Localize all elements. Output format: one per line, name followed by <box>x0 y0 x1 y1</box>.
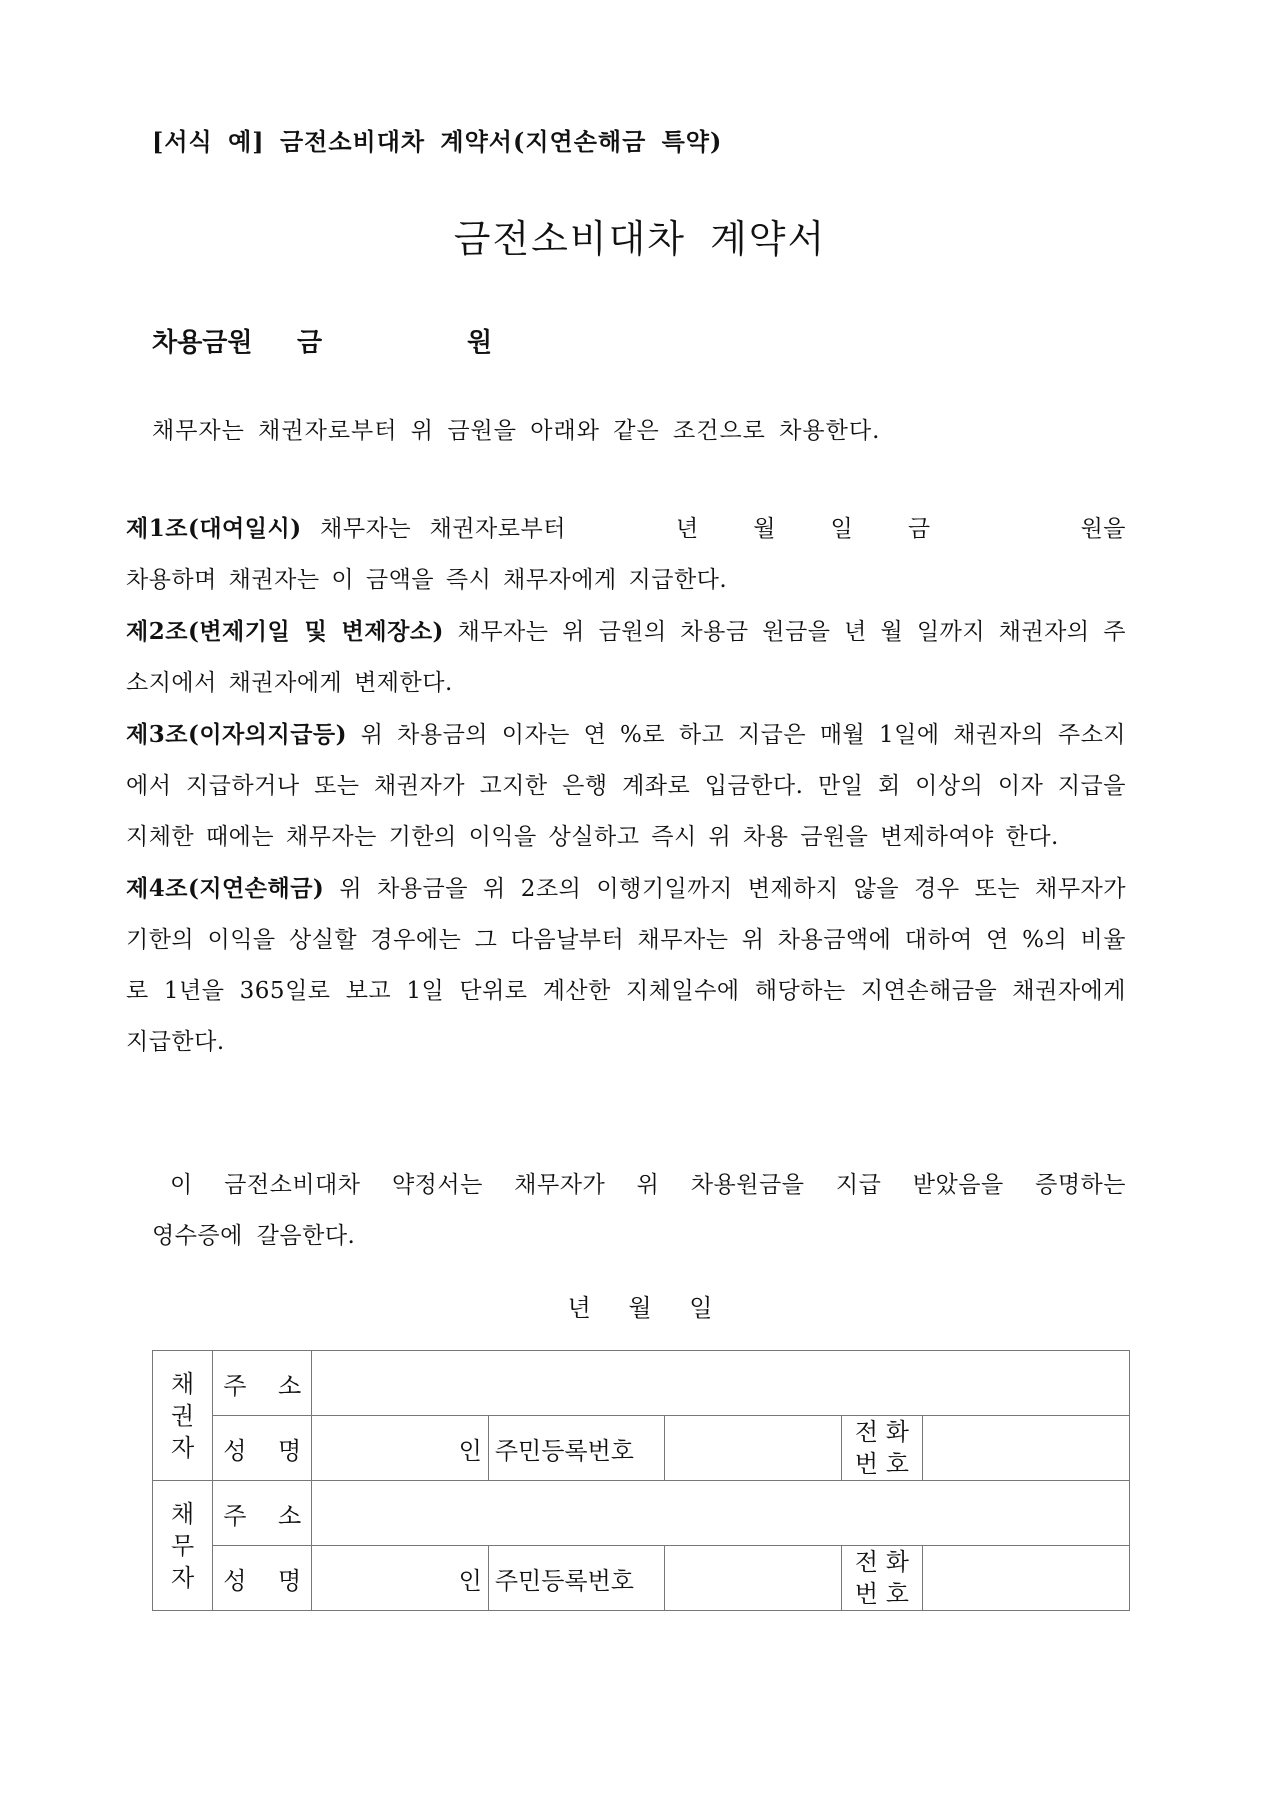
creditor-id-label: 주민등록번호 <box>488 1416 665 1481</box>
party-label-char: 무 <box>171 1531 195 1560</box>
debtor-id-label: 주민등록번호 <box>488 1546 665 1611</box>
table-row <box>153 1416 1130 1481</box>
debtor-name-label: 성 명 <box>213 1546 312 1611</box>
document-title: 금전소비대차 계약서 <box>453 217 827 261</box>
closing-statement <box>152 1160 1126 1262</box>
article-4 <box>126 863 1126 1068</box>
table-row <box>153 1481 1130 1546</box>
article-1-text-b: 년 월 일 금 <box>675 516 931 542</box>
table-row <box>153 1546 1130 1611</box>
article-1-text-c: 원을 차용하며 채권자는 이 금액을 즉시 채무자에게 지급한다. <box>126 516 1126 593</box>
articles-section <box>126 503 1126 1068</box>
article-3 <box>126 709 1126 863</box>
party-label-char: 채 <box>171 1369 195 1398</box>
loan-amount-suffix: 원 <box>467 328 493 358</box>
phone-label-line: 전 화 <box>854 1418 909 1446</box>
seal-mark: 인 <box>458 1566 482 1595</box>
party-label-char: 자 <box>171 1433 195 1462</box>
creditor-phone-label <box>842 1416 923 1481</box>
article-1-heading: 제1조(대여일시) <box>126 515 302 542</box>
party-label-char: 자 <box>171 1563 195 1592</box>
debtor-phone-field[interactable] <box>922 1546 1129 1611</box>
debtor-id-field[interactable] <box>665 1546 842 1611</box>
loan-amount-prefix: 금 <box>297 328 323 358</box>
creditor-phone-field[interactable] <box>922 1416 1129 1481</box>
creditor-address-field[interactable] <box>312 1351 1130 1416</box>
form-example-label: [서식 예] 금전소비대차 계약서(지연손해금 특약) <box>152 127 723 156</box>
debtor-label-cell <box>153 1481 213 1611</box>
article-4-text: 위 차용금을 위 2조의 이행기일까지 변제하지 않을 경우 또는 채무자가 기한의 이익을 상실할 경우에는 그 다음날부터 채무자는 위 차용금액에 대하여 연 %의 비율로 1년을 365일로 보고 1일 단위로 계산한 지체일수에 해당하는 지연손해금을 채권자에게 지급한다. <box>126 876 1126 1055</box>
creditor-name-field[interactable] <box>312 1416 489 1481</box>
signature-date: 년 월 일 <box>567 1294 713 1322</box>
phone-label-line: 번 호 <box>854 1450 909 1478</box>
article-3-heading: 제3조(이자의지급등) <box>126 721 348 748</box>
loan-amount-line <box>152 322 492 359</box>
article-1 <box>126 503 1126 606</box>
parties-table <box>152 1350 1130 1611</box>
article-4-heading: 제4조(지연손해금) <box>126 875 325 902</box>
article-3-text: 위 차용금의 이자는 연 %로 하고 지급은 매월 1일에 채권자의 주소지에서 지급하거나 또는 채권자가 고지한 은행 계좌로 입금한다. 만일 회 이상의 이자 지급을 지체한 때에는 채무자는 기한의 이익을 상실하고 즉시 위 차용 금원을 변제하여야 한다. <box>126 722 1126 850</box>
seal-mark: 인 <box>458 1436 482 1465</box>
phone-label-line: 번 호 <box>854 1580 909 1608</box>
article-1-text-a: 채무자는 채권자로부터 <box>301 516 566 542</box>
debtor-address-label: 주 소 <box>213 1481 312 1546</box>
debtor-phone-label <box>842 1546 923 1611</box>
party-label-char: 권 <box>171 1401 195 1430</box>
closing-line-2: 영수증에 갈음한다. <box>152 1223 356 1249</box>
party-label-char: 채 <box>171 1499 195 1528</box>
creditor-label-cell <box>153 1351 213 1481</box>
loan-amount-label: 차용금원 <box>152 328 253 358</box>
closing-line-1: 이 금전소비대차 약정서는 채무자가 위 차용원금을 지급 받았음을 증명하는 <box>170 1172 1126 1198</box>
creditor-name-label: 성 명 <box>213 1416 312 1481</box>
creditor-id-field[interactable] <box>665 1416 842 1481</box>
phone-label-line: 전 화 <box>854 1548 909 1576</box>
intro-sentence: 채무자는 채권자로부터 위 금원을 아래와 같은 조건으로 차용한다. <box>152 418 881 444</box>
article-2 <box>126 606 1126 709</box>
debtor-name-field[interactable] <box>312 1546 489 1611</box>
table-row <box>153 1351 1130 1416</box>
debtor-address-field[interactable] <box>312 1481 1130 1546</box>
creditor-address-label: 주 소 <box>213 1351 312 1416</box>
article-2-heading: 제2조(변제기일 및 변제장소) <box>126 618 444 645</box>
article-2-text: 채무자는 위 금원의 차용금 원금을 년 월 일까지 채권자의 주소지에서 채권자에게 변제한다. <box>126 619 1127 696</box>
